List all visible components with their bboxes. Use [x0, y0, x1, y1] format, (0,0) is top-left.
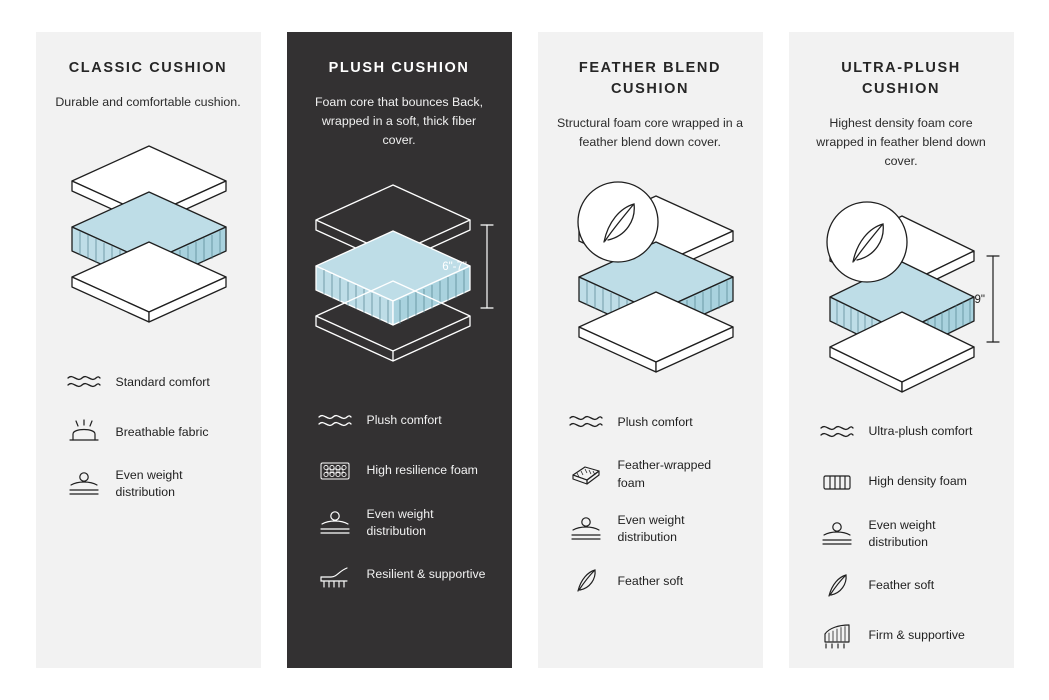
dimension-label-plush: 6"-7"	[441, 260, 467, 273]
wave-icon	[566, 407, 606, 437]
breathable-fabric-icon	[64, 417, 104, 447]
feature-item	[817, 517, 996, 551]
even-weight-icon	[817, 519, 857, 549]
feature-item	[817, 621, 996, 651]
feature-item	[64, 367, 243, 397]
honeycomb-icon	[315, 456, 355, 486]
wave-icon	[817, 417, 857, 447]
feature-item	[817, 467, 996, 497]
wave-icon	[64, 367, 104, 397]
feature-list	[807, 417, 996, 671]
even-weight-icon	[64, 469, 104, 499]
dimension-label-ultra-plush: 9"	[974, 293, 985, 306]
panel-title: PLUSH CUSHION	[328, 60, 470, 76]
feature-item	[315, 406, 494, 436]
feature-item	[64, 417, 243, 447]
supportive-icon	[315, 560, 355, 590]
feature-label: Ultra-plush comfort	[868, 424, 973, 439]
panel-description: Durable and comfortable cushion.	[55, 95, 241, 110]
feature-label: Standard comfort	[115, 374, 210, 389]
panel-title: ULTRA-PLUSH CUSHION	[841, 60, 961, 98]
feature-label: Even weight distribution	[868, 517, 936, 549]
feature-list	[54, 367, 243, 521]
feature-item	[315, 560, 494, 590]
feature-label: Even weight distribution	[366, 506, 434, 538]
even-weight-icon	[566, 514, 606, 544]
feature-item	[566, 566, 745, 596]
panel-title: CLASSIC CUSHION	[68, 60, 228, 76]
feature-label: Plush comfort	[617, 414, 693, 429]
feature-label: Even weight distribution	[617, 512, 685, 545]
feature-label: Feather soft	[868, 578, 935, 593]
feature-label: High resilience foam	[366, 463, 478, 478]
wave-icon	[315, 406, 355, 436]
feature-item	[566, 512, 745, 546]
cushion-diagram-plush	[305, 173, 494, 388]
feature-label: Feather-wrapped foam	[617, 458, 712, 490]
feature-label: Firm & supportive	[868, 628, 965, 643]
leaf-badge	[578, 182, 658, 262]
feature-item	[64, 467, 243, 501]
leaf-icon	[566, 566, 606, 596]
feature-list	[556, 407, 745, 616]
feature-item	[315, 506, 494, 540]
panel-title: FEATHER BLEND CUSHION	[578, 60, 722, 98]
feather-wrapped-foam-icon	[566, 460, 606, 490]
even-weight-icon	[315, 508, 355, 538]
panel-description: Foam core that bounces Back, wrapped in a soft, thick fiber cover.	[314, 95, 484, 148]
panel-ultra-plush-cushion	[789, 32, 1014, 668]
cushion-diagram-classic	[54, 134, 243, 349]
panel-feather-blend-cushion	[538, 32, 763, 668]
feature-label: Plush comfort	[366, 413, 442, 428]
feature-item	[566, 407, 745, 437]
leaf-badge	[827, 202, 907, 282]
feature-label: Resilient & supportive	[366, 567, 486, 582]
feature-label: High density foam	[868, 474, 967, 489]
feature-list	[305, 406, 494, 610]
cushion-diagram-feather-blend	[556, 174, 745, 389]
feature-item	[566, 457, 745, 491]
cushion-diagram-ultra-plush	[807, 194, 996, 399]
panel-description: Highest density foam core wrapped in feather blend down cover.	[816, 116, 986, 169]
panel-classic-cushion	[36, 32, 261, 668]
firm-supportive-icon	[817, 621, 857, 651]
feature-label: Feather soft	[617, 573, 684, 588]
feature-item	[315, 456, 494, 486]
leaf-icon	[817, 571, 857, 601]
high-density-foam-icon	[817, 467, 857, 497]
panel-plush-cushion	[287, 32, 512, 668]
feature-label: Even weight distribution	[115, 468, 183, 500]
panel-description: Structural foam core wrapped in a feather blend down cover.	[557, 116, 743, 150]
feature-item	[817, 417, 996, 447]
feature-item	[817, 571, 996, 601]
feature-label: Breathable fabric	[115, 424, 209, 439]
